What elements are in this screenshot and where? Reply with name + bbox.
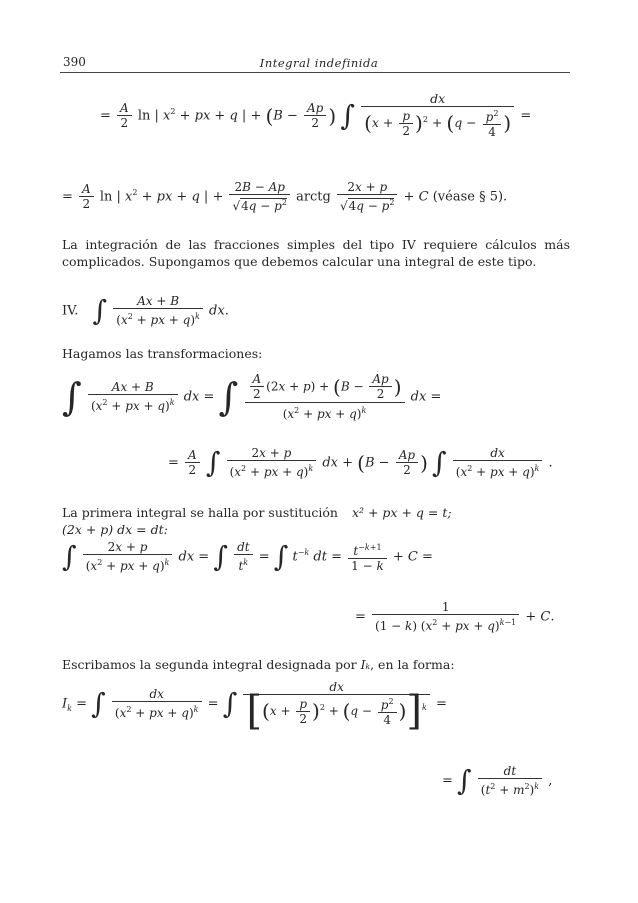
equation-split: = $\frac{A}{2}$ ∫ $\frac{2x + p}{(x^2 + px + q)^k}$ dx + (B − $\frac{Ap}{2}$ ) ∫ $\frac{dx}{(x^2 + px + q)^k}$ . bbox=[168, 446, 553, 479]
running-title: Integral indefinida bbox=[259, 56, 379, 70]
ln-label: ln bbox=[137, 108, 151, 124]
equation-transform: ∫ $\frac{Ax + B}{(x^2 + px + q)^k}$ dx = ∫ $\frac{A}{2}$ (2x + p) + (B − $\frac{Ap}{2}$ ) ($x^2$ + px + q)$^k$ dx = bbox=[62, 372, 442, 421]
page-number: 390 bbox=[63, 55, 86, 69]
equation-ik-result: = ∫ $\frac{dt}{(t^2 + m^2)^k}$ , bbox=[442, 764, 553, 797]
constant-c: C bbox=[418, 189, 429, 205]
transform-intro: Hagamos las transformaciones: bbox=[62, 346, 263, 361]
first-integral-differential: (2x + p) dx = dt: bbox=[62, 522, 168, 537]
equation-ik: $I_k$ = ∫ $\frac{dx}{(x^2 + px + q)^k}$ = ∫ dx [(x + $\frac{p}{2}$ )$^2$ + (q − $\frac{p^2}{4}$ )]$^k$ = bbox=[62, 680, 447, 734]
header-rule bbox=[60, 72, 570, 73]
equation-line-1: = $\frac{A}{2}$ ln | $x^2$ + px + q | + (B − $\frac{Ap}{2}$ ) ∫ dx (x + $\frac{p}{2}$ )$^2$ + (q − $\frac{p^2}{4}$ ) = bbox=[100, 91, 532, 139]
second-integral-sentence: Escribamos la segunda integral designada por bbox=[62, 657, 357, 672]
substitution-expression: x² + px + q = t; bbox=[351, 505, 452, 520]
type-iv-label: IV. bbox=[62, 303, 79, 319]
equation-first-result: = $\frac{1}{(1 - k) (x^2 + px + q)^{k-1}}$ + C. bbox=[355, 600, 555, 633]
second-integral-text bbox=[62, 657, 455, 672]
first-integral-text bbox=[62, 505, 570, 520]
see-reference: (véase § 5). bbox=[432, 189, 508, 205]
equation-line-2: = $\frac{A}{2}$ ln | $x^2$ + px + q | + $\frac{2B - Ap}{√4q - p^2}$ arctg $\frac{2x + p}{√4q - p^2}$ + C (véase § 5). bbox=[62, 180, 508, 213]
arctg-label: arctg bbox=[296, 189, 331, 205]
numerator-one: 1 bbox=[441, 600, 450, 614]
ik-symbol: Iₖ bbox=[360, 657, 371, 672]
equation-first-integral: ∫ $\frac{2x + p}{(x^2 + px + q)^k}$ dx = ∫ $\frac{dt}{t^k}$ = ∫ $t^{-k}$ dt = $\frac{t^{-k+1}}{1 - k}$ + C = bbox=[62, 540, 433, 573]
second-integral-sentence-end: , en la forma: bbox=[370, 657, 455, 672]
ln-label-2: ln bbox=[99, 189, 113, 205]
first-integral-sentence: La primera integral se halla por sustitución bbox=[62, 505, 338, 520]
paragraph-type-iv: La integración de las fracciones simples del tipo IV requiere cálculos más complicados. Supongamos que debemos calcular una integral de este tipo. bbox=[62, 237, 570, 269]
equation-type-iv: IV. ∫ $\frac{Ax + B}{(x^2 + px + q)^k}$ dx. bbox=[62, 294, 229, 327]
